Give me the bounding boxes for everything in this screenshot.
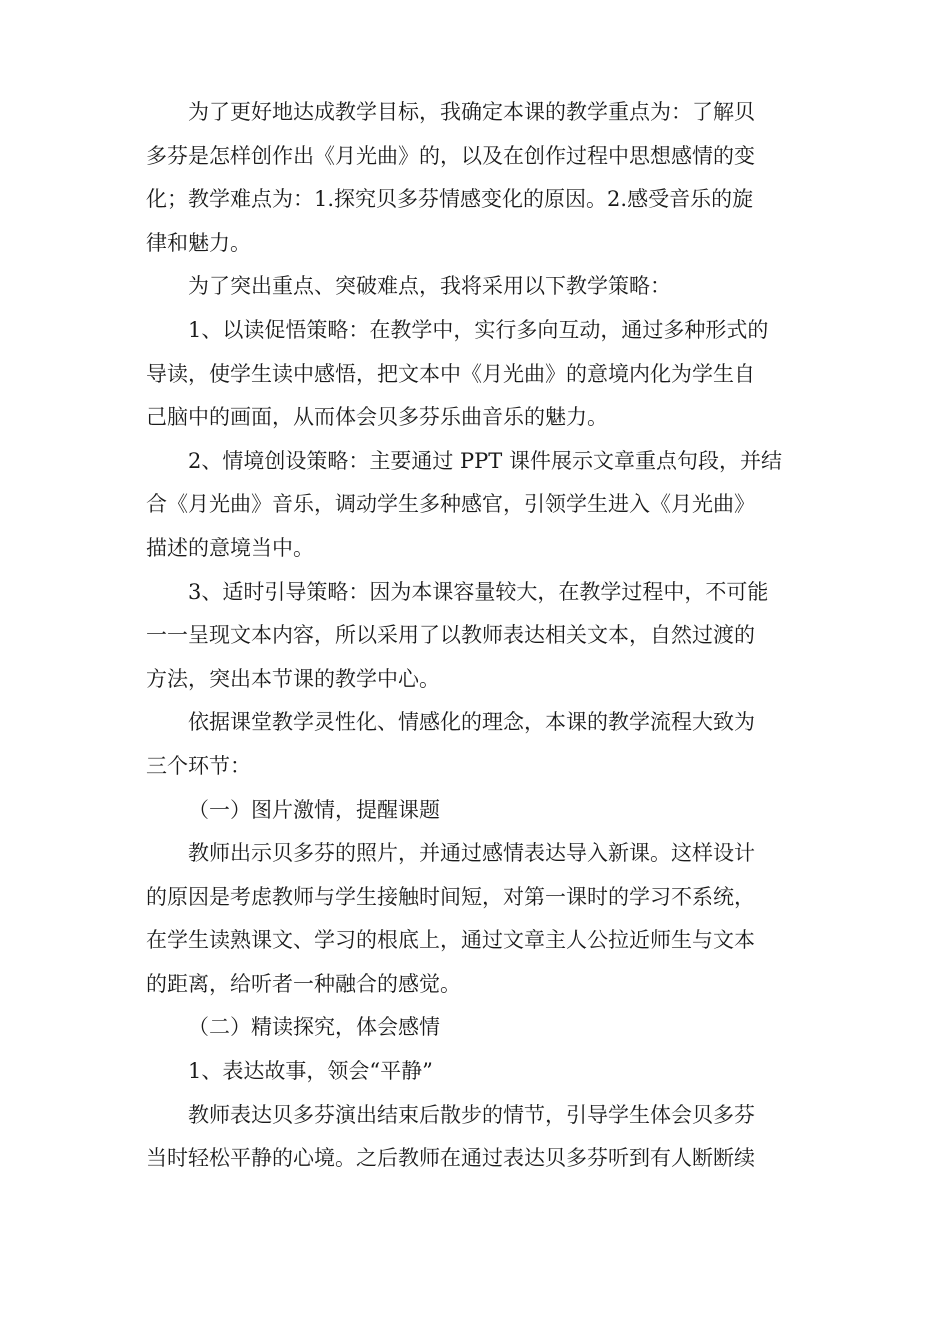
subsection-heading: 1、表达故事，领会“平静” bbox=[188, 1059, 433, 1084]
text-line: 1、以读促悟策略：在教学中，实行多向互动，通过多种形式的 bbox=[188, 317, 769, 342]
text-line: 2、情境创设策略：主要通过 PPT 课件展示文章重点句段，并结 bbox=[188, 448, 782, 473]
text-line: 多芬是怎样创作出《月光曲》的，以及在创作过程中思想感情的变 bbox=[146, 143, 755, 168]
text-line: 方法，突出本节课的教学中心。 bbox=[146, 666, 440, 691]
text-line: 律和魅力。 bbox=[146, 230, 251, 255]
document-body bbox=[146, 91, 810, 1181]
text-line: 一一呈现文本内容，所以采用了以教师表达相关文本，自然过渡的 bbox=[146, 623, 755, 648]
text-line: 3、适时引导策略：因为本课容量较大，在教学过程中，不可能 bbox=[188, 579, 769, 604]
text-line: 合《月光曲》音乐，调动学生多种感官，引领学生进入《月光曲》 bbox=[146, 492, 755, 517]
text-line: 导读，使学生读中感悟，把文本中《月光曲》的意境内化为学生自 bbox=[146, 361, 755, 386]
section-heading: （一）图片激情，提醒课题 bbox=[188, 797, 440, 822]
text-line: 三个环节： bbox=[146, 753, 251, 778]
text-line: 当时轻松平静的心境。之后教师在通过表达贝多芬听到有人断断续 bbox=[146, 1146, 755, 1171]
text-line: 依据课堂教学灵性化、情感化的理念，本课的教学流程大致为 bbox=[188, 710, 755, 735]
text-line: 的距离，给听者一种融合的感觉。 bbox=[146, 971, 461, 996]
text-line: 化；教学难点为：1.探究贝多芬情感变化的原因。2.感受音乐的旋 bbox=[146, 187, 754, 212]
text-line: 为了突出重点、突破难点，我将采用以下教学策略： bbox=[188, 274, 671, 299]
text-line: 为了更好地达成教学目标，我确定本课的教学重点为：了解贝 bbox=[188, 100, 755, 124]
section-heading: （二）精读探究，体会感情 bbox=[188, 1015, 440, 1040]
text-line: 描述的意境当中。 bbox=[146, 535, 314, 560]
text-line: 的原因是考虑教师与学生接触时间短，对第一课时的学习不系统， bbox=[146, 884, 755, 909]
text-line: 教师表达贝多芬演出结束后散步的情节，引导学生体会贝多芬 bbox=[188, 1102, 755, 1127]
text-line: 教师出示贝多芬的照片，并通过感情表达导入新课。这样设计 bbox=[188, 841, 755, 866]
text-line: 己脑中的画面，从而体会贝多芬乐曲音乐的魅力。 bbox=[146, 405, 608, 430]
text-line: 在学生读熟课文、学习的根底上，通过文章主人公拉近师生与文本 bbox=[146, 928, 755, 953]
